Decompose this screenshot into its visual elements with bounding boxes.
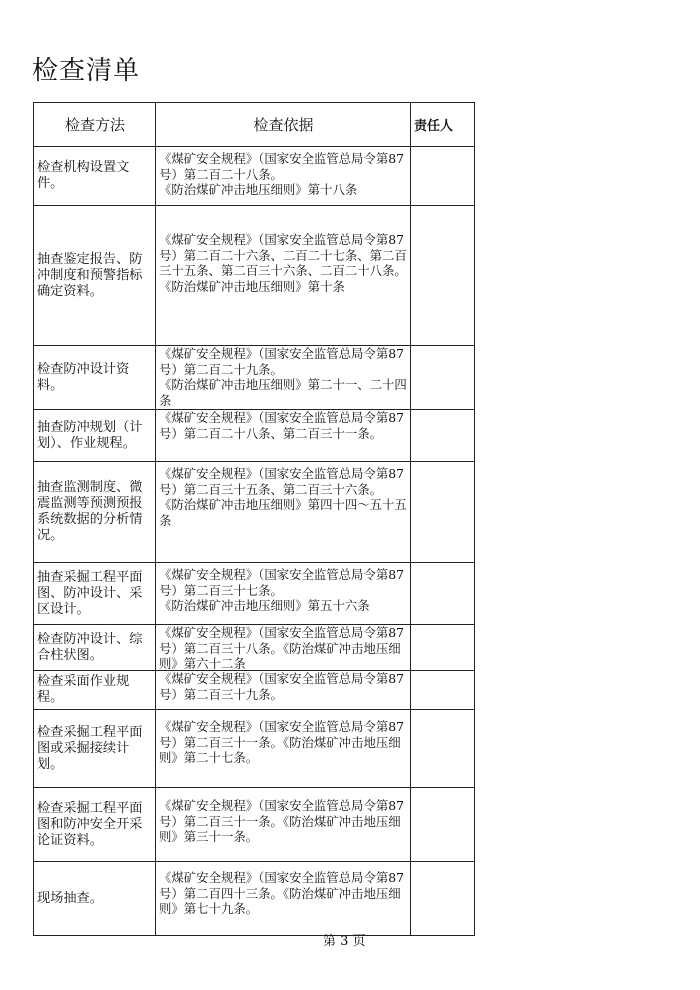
basis-cell — [156, 671, 411, 710]
basis-cell — [156, 563, 411, 625]
inspection-table — [33, 102, 475, 936]
responsible-cell[interactable] — [411, 206, 475, 346]
basis-cell — [156, 346, 411, 410]
basis-cell — [156, 862, 411, 936]
method-cell: 检查采面作业规程。 — [34, 671, 156, 710]
responsible-cell[interactable] — [411, 410, 475, 462]
table-row — [34, 206, 475, 346]
basis-text: 《煤矿安全规程》（国家安全监管总局令第87号）第二百三十七条。 《防治煤矿冲击地压细则》第五十六条 — [159, 567, 404, 613]
responsible-cell[interactable] — [411, 862, 475, 936]
method-cell: 检查防冲设计资料。 — [34, 346, 156, 410]
method-cell: 检查机构设置文件。 — [34, 147, 156, 206]
table-row — [34, 710, 475, 788]
basis-cell — [156, 625, 411, 671]
basis-cell — [156, 410, 411, 462]
table-row — [34, 862, 475, 936]
basis-text: 《煤矿安全规程》（国家安全监管总局令第87号）第二百三十八条。《防治煤矿冲击地压细则》第六十二条 — [159, 625, 404, 669]
method-cell: 现场抽查。 — [34, 862, 156, 936]
responsible-cell[interactable] — [411, 710, 475, 788]
method-cell: 抽查防冲规划（计划）、作业规程。 — [34, 410, 156, 462]
basis-text: 《煤矿安全规程》（国家安全监管总局令第87号）第二百四十三条。《防治煤矿冲击地压细则》第七十九条。 — [159, 870, 404, 916]
basis-cell — [156, 788, 411, 862]
basis-text: 《煤矿安全规程》（国家安全监管总局令第87号）第二百二十八条、第二百三十一条。 — [159, 410, 404, 441]
table-row — [34, 563, 475, 625]
basis-text: 《煤矿安全规程》（国家安全监管总局令第87号）第二百三十九条。 — [159, 671, 404, 702]
responsible-cell[interactable] — [411, 625, 475, 671]
responsible-cell[interactable] — [411, 671, 475, 710]
responsible-cell[interactable] — [411, 563, 475, 625]
page-number: 第 3 页 — [323, 934, 366, 949]
basis-text: 《煤矿安全规程》（国家安全监管总局令第87号）第二百二十八条。 《防治煤矿冲击地压细则》第十八条 — [159, 151, 404, 197]
basis-cell — [156, 462, 411, 563]
responsible-cell[interactable] — [411, 346, 475, 410]
table-row — [34, 410, 475, 462]
table-row — [34, 625, 475, 671]
method-cell: 抽查监测制度、微震监测等预测预报系统数据的分析情况。 — [34, 462, 156, 563]
responsible-cell[interactable] — [411, 462, 475, 563]
method-cell: 抽查采掘工程平面图、防冲设计、采区设计。 — [34, 563, 156, 625]
page-title: 检查清单 — [32, 56, 141, 86]
basis-cell — [156, 710, 411, 788]
basis-text: 《煤矿安全规程》（国家安全监管总局令第87号）第二百二十六条、二百二十七条、第二百三十五条、第二百三十六条、二百二十八条。 《防治煤矿冲击地压细则》第十条 — [159, 232, 407, 294]
responsible-cell[interactable] — [411, 788, 475, 862]
method-cell: 检查采掘工程平面图或采掘接续计划。 — [34, 710, 156, 788]
method-cell: 检查采掘工程平面图和防冲安全开采论证资料。 — [34, 788, 156, 862]
basis-text: 《煤矿安全规程》（国家安全监管总局令第87号）第二百二十九条。 《防治煤矿冲击地压细则》第二十一、二十四条 — [159, 346, 407, 408]
table-row — [34, 462, 475, 563]
table-row — [34, 346, 475, 410]
method-cell: 检查防冲设计、综合柱状图。 — [34, 625, 156, 671]
table-row — [34, 788, 475, 862]
header-responsible: 责任人 — [411, 103, 475, 147]
table-row — [34, 671, 475, 710]
header-method: 检查方法 — [34, 103, 156, 147]
table-row — [34, 147, 475, 206]
responsible-cell[interactable] — [411, 147, 475, 206]
basis-text: 《煤矿安全规程》（国家安全监管总局令第87号）第二百三十一条。《防治煤矿冲击地压细则》第二十七条。 — [159, 719, 404, 765]
basis-text: 《煤矿安全规程》（国家安全监管总局令第87号）第二百三十五条、第二百三十六条。 《防治煤矿冲击地压细则》第四十四～五十五条 — [159, 466, 407, 528]
basis-cell — [156, 147, 411, 206]
basis-cell — [156, 206, 411, 346]
basis-text: 《煤矿安全规程》（国家安全监管总局令第87号）第二百三十一条。《防治煤矿冲击地压细则》第三十一条。 — [159, 798, 404, 844]
table-header-row — [34, 103, 475, 147]
method-cell: 抽查鉴定报告、防冲制度和预警指标确定资料。 — [34, 206, 156, 346]
header-basis: 检查依据 — [156, 103, 411, 147]
